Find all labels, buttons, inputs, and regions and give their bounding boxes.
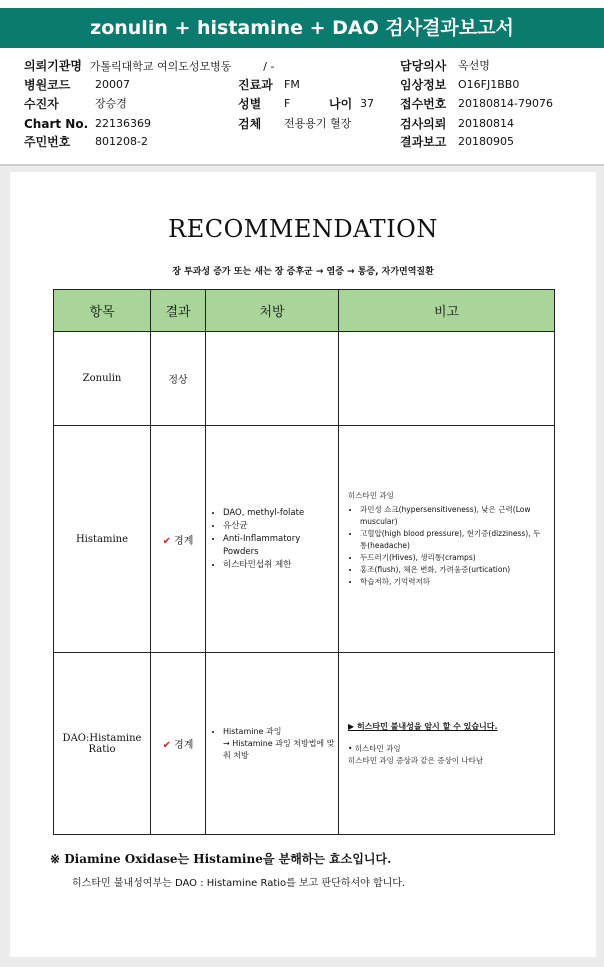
- code-label: 병원코드: [24, 78, 71, 92]
- dept-row: [238, 77, 300, 93]
- ratio-result: 경계: [174, 740, 194, 751]
- ratio-item: DAO:Histamine Ratio: [54, 653, 151, 835]
- sex-value: F: [284, 97, 291, 110]
- specimen-value: 전용용기 혈장: [284, 117, 352, 130]
- list-item: • 유산균: [223, 520, 337, 533]
- table-row-ratio: [54, 653, 555, 835]
- rrn-label: 주민번호: [24, 135, 71, 149]
- receipt-value: 20180814-79076: [458, 97, 553, 110]
- check-icon: ✔: [162, 535, 172, 547]
- doctor-label: 담당의사: [400, 59, 447, 73]
- specimen-row: [238, 116, 352, 132]
- list-item: [223, 726, 337, 762]
- receipt-row: [400, 96, 553, 112]
- list-item: • 고혈압(high blood pressure), 현기증(dizziness), 두통(headache): [360, 528, 545, 552]
- recommendation-page: [10, 172, 596, 957]
- ratio-note-line: 히스타민 과잉 증상과 같은 증상이 나타남: [348, 755, 484, 765]
- list-item: • 두드러기(Hives), 생리통(cramps): [360, 552, 545, 564]
- report-value: 20180905: [458, 135, 514, 148]
- age-label: 나이: [329, 97, 353, 111]
- ratio-warning: ▶ 히스타민 불내성을 암시 할 수 있습니다.: [348, 721, 498, 731]
- report-row: [400, 134, 514, 150]
- hospital-row: [24, 58, 274, 75]
- name-value: 장승경: [95, 97, 127, 110]
- receipt-label: 접수번호: [400, 97, 447, 111]
- zonulin-note: [339, 332, 555, 426]
- recommendation-table: [53, 289, 555, 835]
- list-item: • Anti-Inflammatory Powders: [223, 533, 337, 559]
- request-row: [400, 116, 514, 132]
- check-icon: ✔: [162, 740, 172, 751]
- header-divider: [0, 164, 604, 166]
- col-header-item: 항목: [54, 290, 151, 332]
- request-label: 검사의뢰: [400, 117, 447, 131]
- histamine-result-cell: [151, 426, 206, 653]
- table-header-row: [54, 290, 555, 332]
- hospital-value: 가톨릭대학교 여의도성모병동: [89, 60, 232, 73]
- list-item: • 홍조(flush), 체온 변화, 가려움증(urtication): [360, 564, 545, 576]
- col-header-result: 결과: [151, 290, 206, 332]
- col-header-note: 비고: [339, 290, 555, 332]
- clinical-row: [400, 77, 520, 93]
- list-item: • 학습저하, 기억력저하: [360, 576, 545, 588]
- ratio-rx-line2: → Histamine 과잉 처방법에 맞춰 처방: [223, 738, 335, 760]
- zonulin-rx: [206, 332, 339, 426]
- ratio-note: [339, 653, 555, 835]
- doctor-row: [400, 58, 490, 74]
- clinical-label: 임상정보: [400, 78, 447, 92]
- dept-label: 진료과: [238, 78, 273, 92]
- doctor-value: 옥선명: [458, 59, 490, 72]
- chart-value: 22136369: [95, 117, 151, 130]
- dept-value: FM: [284, 78, 300, 91]
- rrn-row: [24, 134, 148, 150]
- name-label: 수진자: [24, 97, 59, 111]
- request-value: 20180814: [458, 117, 514, 130]
- name-row: [24, 96, 127, 112]
- zonulin-result: 정상: [151, 332, 206, 426]
- chart-label: Chart No.: [24, 117, 89, 131]
- list-item: • 과민성 쇼크(hypersensitiveness), 낮은 근력(Low muscular): [360, 504, 545, 528]
- histamine-note: [339, 426, 555, 653]
- footer-note-1: ※ Diamine Oxidase는 Histamine을 분해하는 효소입니다.: [50, 852, 392, 866]
- specimen-label: 검체: [238, 117, 262, 131]
- list-item: • 히스타민섭취 제한: [223, 559, 337, 572]
- sex-row: [238, 96, 374, 112]
- ratio-result-cell: [151, 653, 206, 835]
- chart-row: [24, 116, 151, 132]
- rrn-value: 801208-2: [95, 135, 148, 148]
- histamine-result: 경계: [174, 535, 194, 547]
- recommendation-title: RECOMMENDATION: [168, 215, 438, 243]
- clinical-value: O16FJ1BB0: [458, 78, 520, 91]
- histamine-item: Histamine: [54, 426, 151, 653]
- report-title: zonulin + histamine + DAO 검사결과보고서: [0, 8, 604, 48]
- hospital-extra: / -: [263, 60, 275, 73]
- recommendation-subtitle: 장 투과성 증가 또는 새는 장 증후군 → 염증 → 통증, 자가면역질환: [172, 267, 434, 277]
- note-title: 히스타민 과잉: [348, 491, 394, 500]
- list-item: • DAO, methyl-folate: [223, 507, 337, 520]
- table-row-zonulin: [54, 332, 555, 426]
- col-header-rx: 처방: [206, 290, 339, 332]
- sex-label: 성별: [238, 97, 262, 111]
- age-value: 37: [360, 97, 374, 110]
- code-value: 20007: [95, 78, 130, 91]
- histamine-rx: [206, 426, 339, 653]
- ratio-rx-line1: Histamine 과잉: [223, 726, 282, 736]
- code-row: [24, 77, 130, 93]
- hospital-label: 의뢰기관명: [24, 59, 82, 73]
- ratio-note-title: • 히스타민 과잉: [348, 743, 401, 753]
- zonulin-item: Zonulin: [54, 332, 151, 426]
- footer-note-2: 히스타민 불내성여부는 DAO : Histamine Ratio를 보고 판단하셔야 합니다.: [72, 878, 406, 889]
- report-label: 결과보고: [400, 135, 447, 149]
- ratio-rx: [206, 653, 339, 835]
- table-row-histamine: [54, 426, 555, 653]
